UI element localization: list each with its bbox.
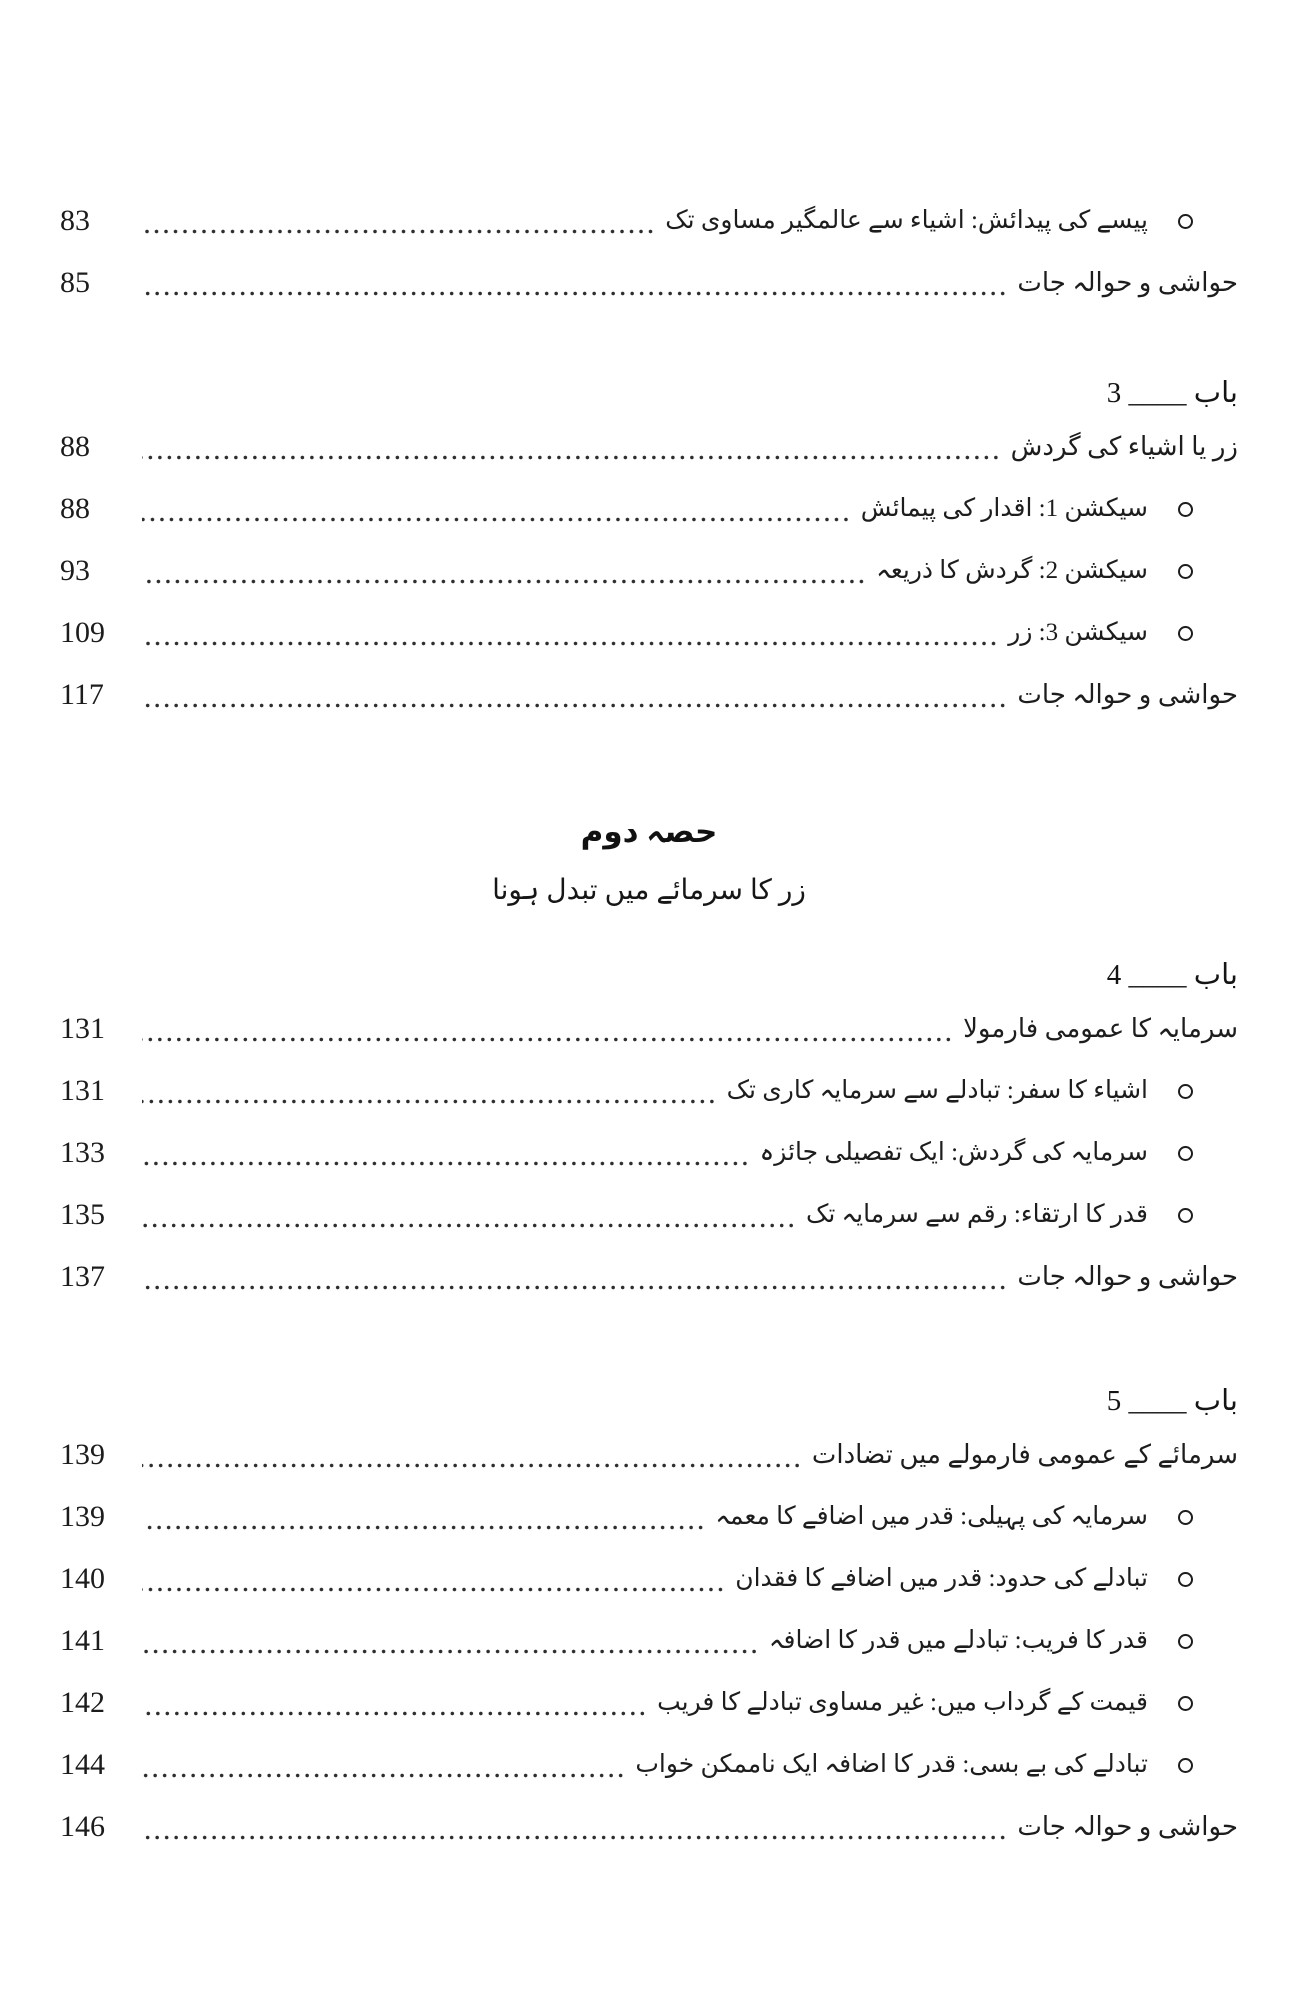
toc-entry-label: قدر کا فریب: تبادلے میں قدر کا اضافہ [768, 1626, 1148, 1654]
toc-entry[interactable] [60, 602, 1238, 664]
toc-entry-label: سیکشن 2: گردش کا ذریعہ [876, 556, 1148, 584]
toc-block-intro [60, 0, 1238, 314]
toc-entry-label: قدر کا ارتقاء: رقم سے سرمایہ تک [805, 1200, 1148, 1228]
toc-entry[interactable] [60, 1424, 1238, 1486]
toc-entry-label: تبادلے کی بے بسی: قدر کا اضافہ ایک ناممکن خواب [635, 1750, 1148, 1778]
toc-entry[interactable] [60, 190, 1238, 252]
toc-entry[interactable] [60, 252, 1238, 314]
toc-block-chapter5 [60, 1424, 1238, 1858]
toc-entry-page: 85 [60, 266, 90, 299]
dot-leader [142, 1834, 1007, 1841]
dot-leader [142, 290, 1007, 297]
toc-entry-page: 141 [60, 1624, 105, 1657]
toc-entry-label: حواشی و حوالہ جات [1017, 1262, 1238, 1292]
toc-entry[interactable] [60, 998, 1238, 1060]
toc-entry-page: 135 [60, 1198, 105, 1231]
toc-entry[interactable] [60, 664, 1238, 726]
toc-entry-page: 88 [60, 492, 90, 525]
dot-leader [142, 1160, 750, 1167]
toc-entry[interactable] [60, 1246, 1238, 1308]
chapter-heading: باب ____ 4 [1106, 959, 1238, 991]
toc-entry[interactable] [60, 1734, 1238, 1796]
toc-entry-label: اشیاء کا سفر: تبادلے سے سرمایہ کاری تک [726, 1076, 1148, 1104]
toc-entry-page: 137 [60, 1260, 105, 1293]
toc-entry-page: 109 [60, 616, 105, 649]
toc-entry-page: 139 [60, 1500, 105, 1533]
toc-entry-page: 133 [60, 1136, 105, 1169]
toc-entry[interactable] [60, 1486, 1238, 1548]
dot-leader [142, 1222, 796, 1229]
bullet-circle-icon [1178, 502, 1193, 517]
toc-entry-label: قیمت کے گرداب میں: غیر مساوی تبادلے کا فریب [657, 1688, 1148, 1716]
bullet-circle-icon [1178, 1146, 1193, 1161]
toc-entry[interactable] [60, 416, 1238, 478]
toc-entry-page: 93 [60, 554, 90, 587]
part-title: حصہ دوم [580, 814, 718, 849]
toc-entry[interactable] [60, 1672, 1238, 1734]
toc-entry-page: 144 [60, 1748, 105, 1781]
dot-leader [142, 1648, 759, 1655]
toc-entry-label: زر یا اشیاء کی گردش [1010, 432, 1238, 462]
bullet-circle-icon [1178, 1084, 1193, 1099]
toc-entry[interactable] [60, 478, 1238, 540]
dot-leader [142, 578, 866, 585]
bullet-circle-icon [1178, 626, 1193, 641]
part-subtitle: زر کا سرمائے میں تبدل ہونا [492, 875, 806, 906]
toc-block-chapter4 [60, 998, 1238, 1308]
bullet-circle-icon [1178, 1572, 1193, 1587]
dot-leader [142, 454, 1001, 461]
dot-leader [142, 1710, 647, 1717]
toc-entry-page: 139 [60, 1438, 105, 1471]
dot-leader [142, 640, 998, 647]
toc-entry-label: سیکشن 1: اقدار کی پیمائش [860, 494, 1148, 522]
toc-entry-page: 88 [60, 430, 90, 463]
toc-entry-label: سرمایہ کی پہیلی: قدر میں اضافے کا معمہ [715, 1502, 1148, 1530]
toc-entry-label: حواشی و حوالہ جات [1017, 680, 1238, 710]
toc-entry-label: حواشی و حوالہ جات [1017, 1812, 1238, 1842]
dot-leader [142, 1462, 802, 1469]
dot-leader [142, 228, 655, 235]
toc-entry[interactable] [60, 1060, 1238, 1122]
toc-entry-label: سرمایہ کا عمومی فارمولا [963, 1014, 1238, 1044]
bullet-circle-icon [1178, 1510, 1193, 1525]
toc-entry-label: تبادلے کی حدود: قدر میں اضافے کا فقدان [735, 1564, 1148, 1592]
toc-entry[interactable] [60, 540, 1238, 602]
toc-entry[interactable] [60, 1548, 1238, 1610]
bullet-circle-icon [1178, 564, 1193, 579]
bullet-circle-icon [1178, 1634, 1193, 1649]
bullet-circle-icon [1178, 214, 1193, 229]
toc-entry-label: حواشی و حوالہ جات [1017, 268, 1238, 298]
toc-block-chapter3 [60, 416, 1238, 726]
toc-entry[interactable] [60, 1184, 1238, 1246]
toc-entry-page: 140 [60, 1562, 105, 1595]
dot-leader [142, 1524, 705, 1531]
dot-leader [142, 516, 851, 523]
toc-entry-page: 142 [60, 1686, 105, 1719]
dot-leader [142, 1586, 725, 1593]
toc-entry-page: 131 [60, 1012, 105, 1045]
toc-entry-label: سرمائے کے عمومی فارمولے میں تضادات [811, 1440, 1238, 1470]
toc-entry-label: سیکشن 3: زر [1008, 618, 1148, 646]
toc-entry-label: پیسے کی پیدائش: اشیاء سے عالمگیر مساوی تک [665, 206, 1148, 234]
toc-entry[interactable] [60, 1796, 1238, 1858]
toc-entry-label: سرمایہ کی گردش: ایک تفصیلی جائزہ [759, 1138, 1148, 1166]
toc-entry-page: 83 [60, 204, 90, 237]
toc-entry[interactable] [60, 1122, 1238, 1184]
chapter-heading: باب ____ 5 [1106, 1385, 1238, 1417]
toc-entry-page: 131 [60, 1074, 105, 1107]
toc-entry-page: 117 [60, 678, 104, 711]
dot-leader [142, 1098, 717, 1105]
dot-leader [142, 1284, 1007, 1291]
toc-entry-page: 146 [60, 1810, 105, 1843]
bullet-circle-icon [1178, 1696, 1193, 1711]
bullet-circle-icon [1178, 1208, 1193, 1223]
dot-leader [142, 702, 1007, 709]
dot-leader [142, 1036, 953, 1043]
chapter-heading: باب ____ 3 [1106, 377, 1238, 409]
bullet-circle-icon [1178, 1758, 1193, 1773]
dot-leader [142, 1772, 625, 1779]
toc-entry[interactable] [60, 1610, 1238, 1672]
